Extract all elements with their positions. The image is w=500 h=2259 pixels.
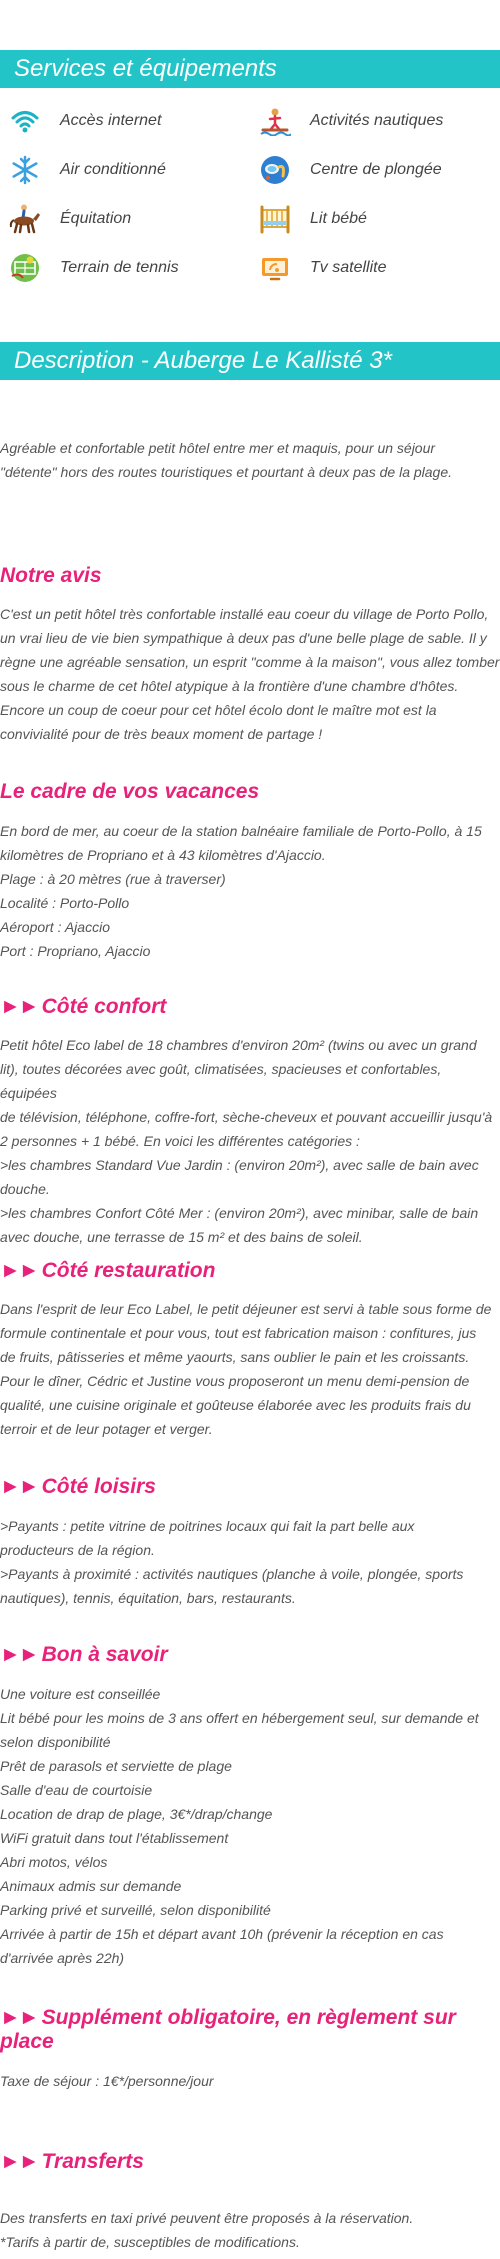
text-line: *Tarifs à partir de, susceptibles de modifications. — [0, 2234, 300, 2250]
section-heading-loisirs: ►► Côté loisirs — [0, 1475, 156, 1498]
horse-riding-icon — [8, 204, 42, 234]
section-body-bon-a-savoir — [0, 1682, 500, 1970]
text-line: Lit bébé pour les moins de 3 ans offert en hébergement seul, sur demande et — [0, 1710, 479, 1726]
text-line: qualité, une cuisine originale et goûteuse élaborée avec les produits frais du — [0, 1397, 471, 1413]
text-line: convivialité pour de très beaux moment de partage ! — [0, 726, 323, 742]
text-line: Location de drap de plage, 3€*/drap/change — [0, 1806, 273, 1822]
section-heading-confort: ►► Côté confort — [0, 995, 167, 1018]
text-line: nautiques), tennis, équitation, bars, restaurants. — [0, 1590, 296, 1606]
text-line: Agréable et confortable petit hôtel entre mer et maquis, pour un séjour — [0, 440, 436, 456]
text-line: 2 personnes + 1 bébé. En voici les différentes catégories : — [0, 1133, 360, 1149]
text-line: Pour le dîner, Cédric et Justine vous proposeront un menu demi-pension de — [0, 1373, 470, 1389]
text-line: Taxe de séjour : 1€*/personne/jour — [0, 2073, 214, 2089]
text-line: selon disponibilité — [0, 1734, 111, 1750]
section-heading-notre-avis: Notre avis — [0, 564, 102, 587]
text-line: de télévision, téléphone, coffre-fort, sèche-cheveux et pouvant accueillir jusqu'à — [0, 1109, 493, 1125]
services-banner — [0, 50, 500, 88]
services-title: Services et équipements — [14, 55, 277, 82]
section-heading-transferts: ►► Transferts — [0, 2150, 144, 2173]
snowflake-icon — [8, 155, 42, 185]
text-line: >Payants à proximité : activités nautiques (planche à voile, plongée, sports — [0, 1566, 464, 1582]
text-line: En bord de mer, au coeur de la station balnéaire familiale de Porto-Pollo, à 15 — [0, 823, 482, 839]
section-body-confort — [0, 1033, 500, 1249]
service-tennis — [8, 253, 179, 283]
section-heading-supplement: ►► Supplément obligatoire, en règlement sur place — [0, 2006, 456, 2053]
text-line: terroir et de leur potager et verger. — [0, 1421, 213, 1437]
text-line: Animaux admis sur demande — [0, 1878, 182, 1894]
text-line: kilomètres de Propriano et à 43 kilomètres d'Ajaccio. — [0, 847, 326, 863]
text-line: Petit hôtel Eco label de 18 chambres d'environ 20m² (twins ou avec un grand — [0, 1037, 477, 1053]
text-line: de fruits, pâtisseries et même yaourts, sans oublier le pain et les croissants. — [0, 1349, 470, 1365]
text-line: >les chambres Standard Vue Jardin : (environ 20m²), avec salle de bain avec — [0, 1157, 479, 1173]
text-line: Une voiture est conseillée — [0, 1686, 161, 1702]
description-banner — [0, 342, 500, 380]
text-line: Dans l'esprit de leur Eco Label, le petit déjeuner est servi à table sous forme de — [0, 1301, 492, 1317]
text-line: Prêt de parasols et serviette de plage — [0, 1758, 232, 1774]
section-body-loisirs — [0, 1514, 500, 1610]
service-diving — [258, 155, 442, 185]
wifi-icon — [8, 106, 42, 136]
text-line: WiFi gratuit dans tout l'établissement — [0, 1830, 229, 1846]
arrows-icon: ►► — [0, 2006, 38, 2029]
text-line: producteurs de la région. — [0, 1542, 155, 1558]
service-baby-cot — [258, 204, 367, 234]
text-line: Localité : Porto-Pollo — [0, 895, 130, 911]
text-line: Abri motos, vélos — [0, 1854, 108, 1870]
satellite-tv-icon — [258, 253, 292, 283]
text-line: Port : Propriano, Ajaccio — [0, 943, 151, 959]
baby-cot-icon — [258, 204, 292, 234]
text-line: Parking privé et surveillé, selon disponibilité — [0, 1902, 271, 1918]
text-line: douche. — [0, 1181, 50, 1197]
water-sports-icon — [258, 106, 292, 136]
text-line: sous le charme de cet hôtel atypique à la frontière d'une chambre d'hôtes. — [0, 678, 459, 694]
section-heading-bon-a-savoir: ►► Bon à savoir — [0, 1643, 168, 1666]
section-heading-cadre: Le cadre de vos vacances — [0, 780, 260, 803]
text-line: Salle d'eau de courtoisie — [0, 1782, 153, 1798]
service-label: Accès internet — [60, 112, 162, 129]
service-label: Tv satellite — [310, 259, 387, 276]
arrows-icon: ►► — [0, 1259, 38, 1282]
text-line: >les chambres Confort Côté Mer : (environ 20m²), avec minibar, salle de bain — [0, 1205, 479, 1221]
service-satellite-tv — [258, 253, 386, 283]
text-line: >Payants : petite vitrine de poitrines locaux qui fait la part belle aux — [0, 1518, 415, 1534]
service-air-conditioning — [8, 155, 166, 185]
description-title: Description - Auberge Le Kallisté 3* — [14, 347, 392, 374]
text-line: lit), toutes décorées avec goût, climatisées, spacieuses et confortables, équipées — [0, 1061, 442, 1101]
arrows-icon: ►► — [0, 2150, 38, 2173]
tennis-icon — [8, 253, 42, 283]
service-label: Air conditionné — [60, 161, 166, 178]
section-body-notre-avis — [0, 602, 500, 746]
text-line: d'arrivée après 22h) — [0, 1950, 125, 1966]
diving-icon — [258, 155, 292, 185]
text-line: un vrai lieu de vie bien sympathique à deux pas d'une belle plage de sable. Il y — [0, 630, 487, 646]
text-line: formule continentale et pour vous, tout est fabrication maison : confitures, jus — [0, 1325, 477, 1341]
text-line: Aéroport : Ajaccio — [0, 919, 110, 935]
arrows-icon: ►► — [0, 1475, 38, 1498]
section-body-cadre — [0, 819, 500, 963]
service-water-sports — [258, 106, 443, 136]
section-body-restauration — [0, 1297, 500, 1441]
service-horse-riding — [8, 204, 131, 234]
service-label: Terrain de tennis — [60, 259, 179, 276]
service-label: Activités nautiques — [310, 112, 444, 129]
service-internet — [8, 106, 161, 136]
section-body-transferts — [0, 2206, 500, 2254]
text-line: Encore un coup de coeur pour cet hôtel écolo dont le maître mot est la — [0, 702, 437, 718]
arrows-icon: ►► — [0, 995, 38, 1018]
text-line: Des transferts en taxi privé peuvent être proposés à la réservation. — [0, 2210, 414, 2226]
service-label: Lit bébé — [310, 210, 367, 227]
text-line: C'est un petit hôtel très confortable installé eau coeur du village de Porto Pollo, — [0, 606, 489, 622]
section-body-supplement — [0, 2069, 500, 2093]
service-label: Centre de plongée — [310, 161, 442, 178]
text-line: Arrivée à partir de 15h et départ avant 10h (prévenir la réception en cas — [0, 1926, 444, 1942]
service-label: Équitation — [60, 210, 132, 227]
description-intro — [0, 436, 500, 484]
section-heading-restauration: ►► Côté restauration — [0, 1259, 216, 1282]
text-line: avec douche, une terrasse de 15 m² et des bains de soleil. — [0, 1229, 363, 1245]
text-line: règne une agréable sensation, un esprit "comme à la maison", vous allez tomber — [0, 654, 500, 670]
text-line: Plage : à 20 mètres (rue à traverser) — [0, 871, 226, 887]
arrows-icon: ►► — [0, 1643, 38, 1666]
text-line: "détente" hors des routes touristiques et pourtant à deux pas de la plage. — [0, 464, 453, 480]
